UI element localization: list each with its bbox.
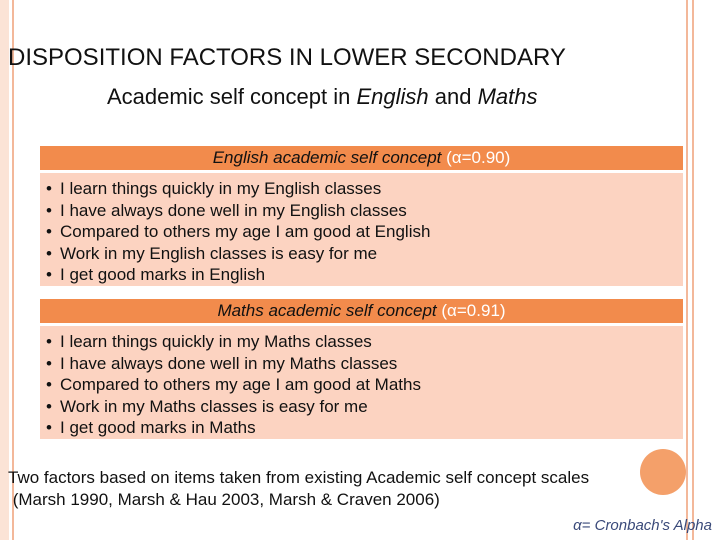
bullet-icon: • <box>46 243 52 263</box>
list-item <box>46 178 683 200</box>
maths-section-alpha: (α=0.91) <box>441 301 506 320</box>
list-item-text: I get good marks in Maths <box>60 418 256 438</box>
list-item <box>46 396 683 418</box>
english-section-header <box>40 146 683 170</box>
slide-title: DISPOSITION FACTORS IN LOWER SECONDARY <box>8 44 566 71</box>
right-decor-line-outer <box>692 0 694 540</box>
list-item <box>46 417 683 439</box>
left-decor-stripe <box>0 0 9 540</box>
english-items-list <box>40 173 683 286</box>
english-section-title: English academic self concept <box>212 148 442 167</box>
list-item <box>46 200 683 222</box>
cronbach-alpha-note: α= Cronbach's Alpha <box>573 517 712 534</box>
bullet-icon: • <box>46 375 52 395</box>
slide-subtitle <box>107 82 537 112</box>
subtitle-part-1: Academic self concept in <box>107 84 357 109</box>
bullet-icon: • <box>46 265 52 285</box>
list-item <box>46 374 683 396</box>
list-item-text: Work in my Maths classes is easy for me <box>60 396 368 416</box>
bullet-icon: • <box>46 179 52 198</box>
bullet-icon: • <box>46 396 52 416</box>
bullet-icon: • <box>46 353 52 373</box>
maths-items-list <box>40 326 683 439</box>
maths-section-header <box>40 299 683 323</box>
list-item-text: Work in my English classes is easy for me <box>60 243 378 263</box>
left-decor-line <box>12 0 14 540</box>
list-item <box>46 264 683 286</box>
english-section-alpha: (α=0.90) <box>446 148 511 167</box>
maths-section-title: Maths academic self concept <box>217 301 437 320</box>
list-item-text: Compared to others my age I am good at Maths <box>60 375 421 395</box>
footnote-line-2: (Marsh 1990, Marsh & Hau 2003, Marsh & Craven 2006) <box>8 490 440 509</box>
decorative-circle-icon <box>640 449 686 495</box>
list-item-text: I get good marks in English <box>60 265 266 285</box>
list-item <box>46 331 683 353</box>
list-item-text: Compared to others my age I am good at English <box>60 222 431 242</box>
list-item <box>46 221 683 243</box>
footnote-line-1: Two factors based on items taken from existing Academic self concept scales <box>8 468 590 487</box>
list-item-text: I have always done well in my English classes <box>60 200 407 220</box>
subtitle-maths: Maths <box>477 84 538 109</box>
list-item-text: I learn things quickly in my Maths classes <box>60 332 372 351</box>
subtitle-english: English <box>356 84 429 109</box>
bullet-icon: • <box>46 418 52 438</box>
list-item <box>46 353 683 375</box>
list-item <box>46 243 683 265</box>
bullet-icon: • <box>46 200 52 220</box>
list-item-text: I learn things quickly in my English classes <box>60 179 382 198</box>
subtitle-part-2: and <box>428 84 478 109</box>
bullet-icon: • <box>46 222 52 242</box>
right-decor-line-inner <box>686 0 688 540</box>
list-item-text: I have always done well in my Maths classes <box>60 353 398 373</box>
bullet-icon: • <box>46 332 52 351</box>
